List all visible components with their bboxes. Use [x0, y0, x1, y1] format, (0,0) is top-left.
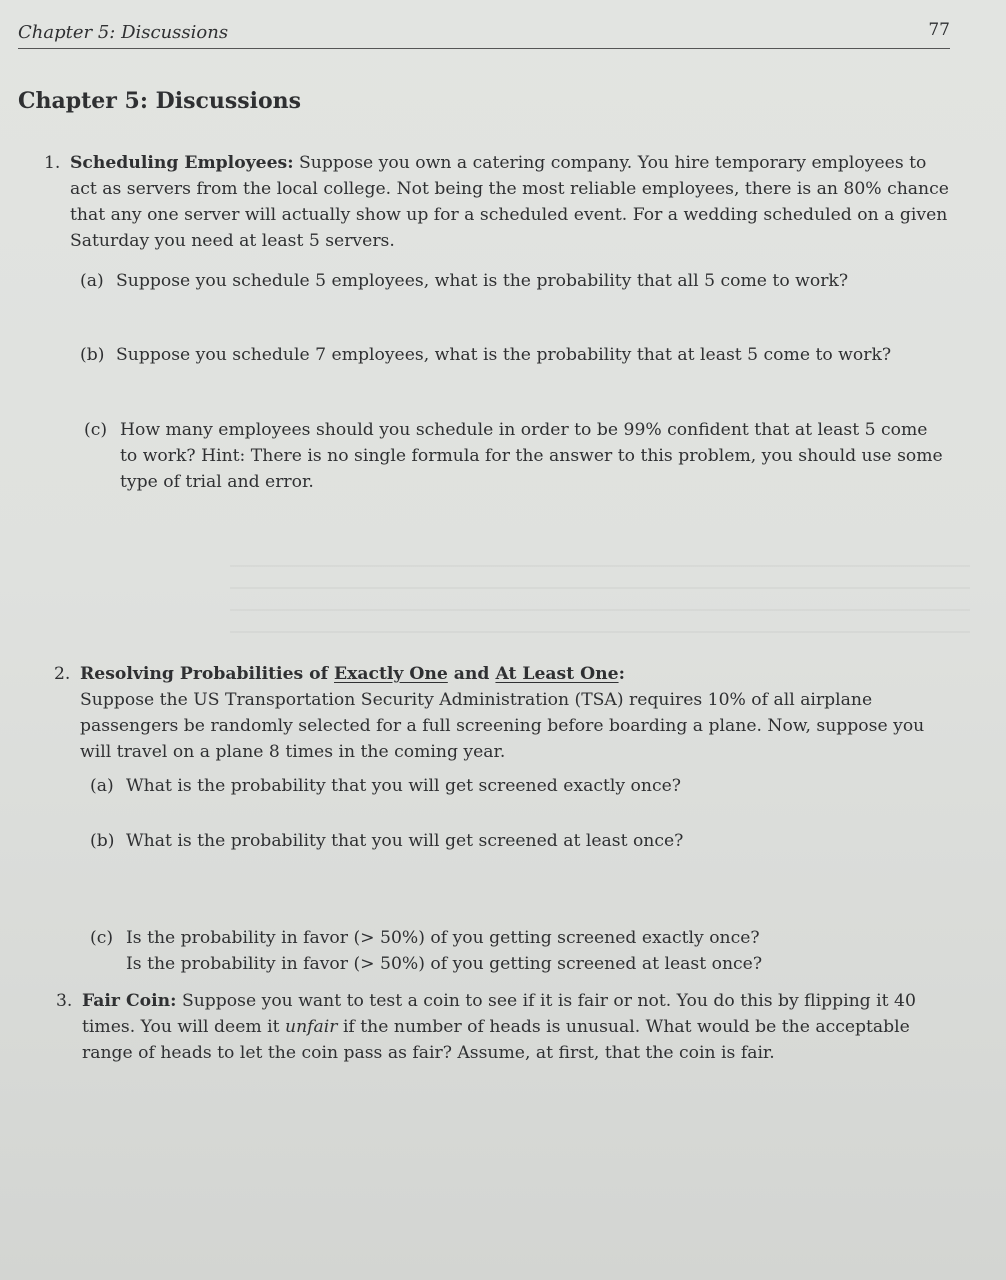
problem-text-after: if the number of heads is unusual. What would be the acceptable range of heads to let the coin pass as fair? Assume, at first, that the coin is fair. — [82, 1017, 910, 1063]
bleed-through-text — [230, 565, 970, 640]
problem-body — [80, 661, 949, 765]
problem-title: Scheduling Employees: — [70, 153, 294, 173]
problem-1-part-b — [80, 342, 950, 368]
problem-2 — [54, 661, 949, 765]
problem-2-part-a — [90, 773, 950, 799]
part-text: What is the probability that you will get screened exactly once? — [126, 776, 681, 796]
part-label: (b) — [90, 831, 115, 851]
problem-text-emph: unfair — [285, 1017, 338, 1037]
problem-3 — [56, 988, 944, 1066]
part-text: What is the probability that you will get screened at least once? — [126, 831, 684, 851]
problem-2-part-b — [90, 828, 950, 854]
part-label: (a) — [90, 776, 114, 796]
page-number: 77 — [928, 20, 950, 40]
problem-2-part-c — [90, 925, 950, 977]
problem-1-part-c — [84, 417, 950, 495]
title-exactly-one: Exactly One — [334, 664, 448, 684]
problem-number: 1. — [44, 153, 61, 173]
problem-text: Suppose you own a catering company. You hire temporary employees to act as servers from the local college. Not being the most reliable employees, there is an 80% chance that any one server will actually show up for a scheduled event. For a wedding scheduled on a given Saturday you need at least 5 servers. — [70, 153, 949, 251]
problem-number: 2. — [54, 664, 71, 684]
problem-body — [70, 150, 949, 254]
problem-1 — [44, 150, 949, 254]
title-at-least-one: At Least One — [495, 664, 619, 684]
part-label: (c) — [90, 928, 114, 948]
title-prefix: Resolving Probabilities of — [80, 664, 329, 684]
running-title: Chapter 5: Discussions — [18, 22, 229, 43]
problem-title: Fair Coin: — [82, 991, 177, 1011]
running-header — [18, 20, 950, 49]
title-colon: : — [618, 664, 625, 684]
part-text: How many employees should you schedule in order to be 99% confident that at least 5 come to work? Hint: There is no single formula for the answer to this problem, you should use some type of trial and error. — [120, 420, 943, 492]
part-label: (b) — [80, 345, 105, 365]
problem-number: 3. — [56, 991, 73, 1011]
part-label: (c) — [84, 420, 108, 440]
problem-text-before: Suppose you want to test a coin to see if it is fair or not. You do this by flipping it 40 times. You will deem it — [82, 991, 916, 1037]
part-text: Suppose you schedule 7 employees, what is the probability that at least 5 come to work? — [116, 345, 892, 365]
problem-1-part-a — [80, 268, 950, 294]
title-and: and — [453, 664, 490, 684]
problem-text: Suppose the US Transportation Security Administration (TSA) requires 10% of all airplane passengers be randomly selected for a full screening before boarding a plane. Now, suppose you will travel on a plane 8 times in the coming year. — [80, 690, 925, 762]
part-line-1: Is the probability in favor (> 50%) of you getting screened exactly once? — [126, 928, 760, 948]
problem-title — [80, 664, 625, 684]
part-line-2: Is the probability in favor (> 50%) of you getting screened at least once? — [126, 954, 763, 974]
problem-body — [82, 988, 944, 1066]
chapter-title: Chapter 5: Discussions — [18, 88, 302, 114]
part-label: (a) — [80, 271, 104, 291]
part-text — [126, 925, 950, 977]
part-text: Suppose you schedule 5 employees, what is the probability that all 5 come to work? — [116, 271, 849, 291]
